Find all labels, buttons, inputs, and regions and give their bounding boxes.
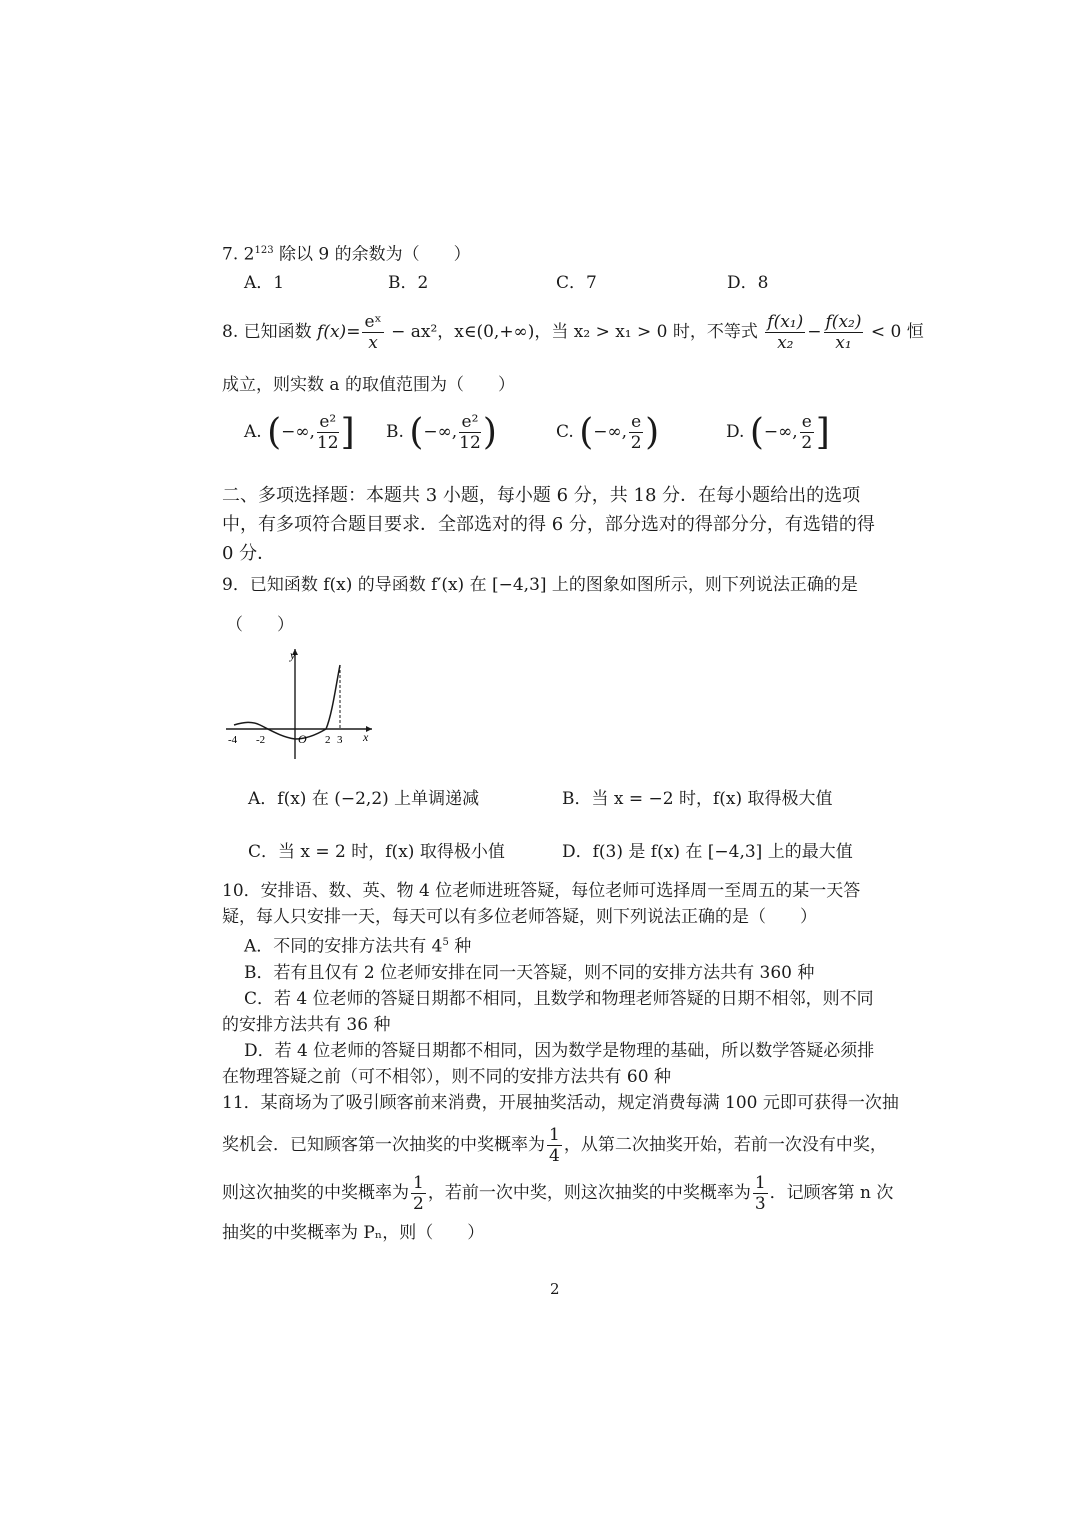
q7-base: 2 bbox=[243, 244, 255, 265]
tick-label-neg4: -4 bbox=[228, 734, 238, 746]
q8-fraction bbox=[362, 312, 383, 353]
tick-label-neg2: -2 bbox=[256, 734, 266, 746]
q10-a-pre: A．不同的安排方法共有 4 bbox=[244, 936, 443, 957]
question-10 bbox=[222, 878, 882, 1090]
q8-choice-c bbox=[556, 412, 659, 453]
q7-choice-a: A．1 bbox=[244, 273, 285, 293]
x-label: x bbox=[363, 730, 369, 744]
q8-c-open: ( bbox=[579, 412, 594, 453]
q11-line-4: 抽奖的中奖概率为 Pₙ，则（ ） bbox=[222, 1223, 485, 1243]
q11-f2-num: 1 bbox=[413, 1173, 424, 1193]
q8-b-num: e² bbox=[459, 412, 481, 433]
q8-frac-den: x bbox=[368, 333, 378, 353]
q8-b-frac bbox=[459, 412, 481, 453]
q9-choice-c: C．当 x = 2 时，f(x) 取得极小值 bbox=[248, 842, 505, 862]
q8-d-open: ( bbox=[749, 412, 764, 453]
q11-frac-1 bbox=[547, 1125, 562, 1166]
q8-line-2: 成立，则实数 a 的取值范围为（ ） bbox=[222, 375, 515, 395]
q8-d-label: D. bbox=[726, 422, 745, 442]
q8-c-label: C. bbox=[556, 422, 574, 442]
q7-exponent: 123 bbox=[254, 245, 274, 256]
q11-line3c: ．记顾客第 n 次 bbox=[769, 1183, 894, 1203]
q10-choice-b: B．若有且仅有 2 位老师安排在同一天答疑，则不同的安排方法共有 360 种 bbox=[244, 962, 815, 983]
q11-f3-den: 3 bbox=[754, 1194, 766, 1214]
q8-tail: − ax²，x∈(0,+∞)，当 x₂ > x₁ > 0 时，不等式 bbox=[391, 322, 758, 342]
q9-paren: （ ） bbox=[226, 615, 294, 635]
q11-line2a: 奖机会．已知顾客第一次抽奖的中奖概率为 bbox=[222, 1135, 545, 1155]
q11-line3b: ，若前一次中奖，则这次抽奖的中奖概率为 bbox=[427, 1183, 751, 1203]
q8-ineq-num2: f(x₂) bbox=[825, 312, 862, 332]
q9-choice-d: D．f(3) 是 f(x) 在 [−4,3] 上的最大值 bbox=[562, 842, 853, 862]
q10-a-exp: 5 bbox=[442, 937, 449, 948]
q8-d-left: −∞, bbox=[763, 422, 798, 442]
q8-a-den: 12 bbox=[316, 433, 339, 453]
q11-line-3 bbox=[222, 1170, 893, 1216]
q11-line-2 bbox=[222, 1122, 887, 1168]
q8-ineq-num1: f(x₁) bbox=[767, 312, 804, 332]
q7-choice-d: D．8 bbox=[727, 273, 769, 293]
q8-a-left: −∞, bbox=[281, 422, 315, 442]
q9-choice-b: B．当 x = −2 时，f(x) 取得极大值 bbox=[562, 789, 833, 809]
q10-choice-c-1: C．若 4 位老师的答疑日期都不相同，且数学和物理老师答疑的日期不相邻，则不同 bbox=[244, 988, 874, 1009]
origin-label: O bbox=[298, 732, 307, 746]
q8-number: 8. bbox=[222, 322, 239, 342]
q8-d-num: e bbox=[801, 412, 812, 432]
q10-stem-1: 10．安排语、数、英、物 4 位老师进班答疑，每位老师可选择周一至周五的某一天答 bbox=[222, 881, 861, 901]
q8-b-close: ) bbox=[482, 412, 497, 453]
q8-ineq-den2: x₁ bbox=[835, 333, 852, 353]
q11-frac-2 bbox=[411, 1173, 426, 1214]
q8-choice-b bbox=[386, 412, 497, 453]
q8-ineq-tail: < 0 恒 bbox=[870, 322, 924, 342]
q8-b-open: ( bbox=[409, 412, 424, 453]
q10-choice-c-2: 的安排方法共有 36 种 bbox=[222, 1014, 391, 1035]
q8-c-left: −∞, bbox=[593, 422, 628, 442]
q8-a-close: ] bbox=[340, 412, 355, 453]
tick-label-3: 3 bbox=[337, 734, 343, 746]
q8-ineq-den1: x₂ bbox=[777, 333, 794, 353]
q8-func: f(x)= bbox=[317, 322, 361, 342]
section-2-instructions: 二、多项选择题：本题共 3 小题，每小题 6 分，共 18 分．在每小题给出的选项中，有多项符合题目要求．全部选对的得 6 分，部分选对的得部分分，有选错的得 0 分． bbox=[222, 485, 875, 564]
y-label: y bbox=[290, 648, 296, 662]
q8-frac-num: eˣ bbox=[364, 312, 382, 332]
q10-choice-a bbox=[222, 930, 882, 960]
q8-a-open: ( bbox=[267, 412, 282, 453]
q8-c-num: e bbox=[631, 412, 642, 432]
q11-line-1: 11．某商场为了吸引顾客前来消费，开展抽奖活动，规定消费每满 100 元即可获得一次抽 bbox=[222, 1093, 899, 1113]
q11-f1-den: 4 bbox=[549, 1146, 560, 1166]
q8-c-close: ) bbox=[645, 412, 660, 453]
q8-b-den: 12 bbox=[459, 433, 481, 453]
q8-c-frac bbox=[629, 412, 643, 453]
q7-choice-c: C．7 bbox=[556, 273, 597, 293]
q10-choice-d-1: D．若 4 位老师的答疑日期都不相同，因为数学是物理的基础，所以数学答疑必须排 bbox=[244, 1040, 875, 1061]
page-number: 2 bbox=[550, 1280, 560, 1298]
q8-a-num: e² bbox=[317, 412, 339, 433]
q11-f3-num: 1 bbox=[754, 1173, 766, 1193]
derivative-curve bbox=[234, 665, 340, 739]
q11-line3a: 则这次抽奖的中奖概率为 bbox=[222, 1183, 409, 1203]
q9-derivative-graph bbox=[222, 645, 382, 765]
q11-line2b: ，从第二次抽奖开始，若前一次没有中奖， bbox=[563, 1135, 887, 1155]
q8-ineq-frac-2 bbox=[824, 312, 864, 353]
q7-text: 除以 9 的余数为（ ） bbox=[278, 244, 471, 265]
tick-label-2: 2 bbox=[325, 734, 331, 746]
q8-choice-d bbox=[726, 412, 830, 453]
q10-stem-2: 疑，每人只安排一天，每天可以有多位老师答疑，则下列说法正确的是（ ） bbox=[222, 907, 817, 927]
q11-f1-num: 1 bbox=[549, 1125, 560, 1145]
q7-number: 7. bbox=[222, 244, 239, 265]
q10-a-post: 种 bbox=[448, 936, 472, 957]
q10-choice-d-2: 在物理答疑之前（可不相邻），则不同的安排方法共有 60 种 bbox=[222, 1066, 671, 1087]
q8-a-label: A. bbox=[244, 422, 262, 442]
q11-frac-3 bbox=[753, 1173, 768, 1214]
q8-b-label: B. bbox=[386, 422, 404, 442]
q7-choice-b: B．2 bbox=[388, 273, 429, 293]
q8-d-den: 2 bbox=[801, 433, 813, 453]
question-8: 8. 已知函数 f(x)= $\frac{\text{eˣ}}{x}$ − ax²，x∈(0,+∞)，当 x₂ > x₁ > 0 时，不等式 $\frac{\text{f(x₁)}}{\text{x₂}}$ − $\frac{\text{f(x₂)}}{\text{x₁}}$ < 0 恒 bbox=[222, 312, 924, 353]
question-7 bbox=[222, 240, 471, 266]
q8-d-frac bbox=[800, 412, 814, 453]
q11-f2-den: 2 bbox=[413, 1194, 424, 1214]
q8-c-den: 2 bbox=[630, 433, 642, 453]
q9-choice-a: A．f(x) 在 (−2,2) 上单调递减 bbox=[248, 789, 480, 809]
q8-ineq-frac-1 bbox=[765, 312, 805, 353]
q8-choice-a bbox=[244, 412, 355, 453]
q8-b-left: −∞, bbox=[423, 422, 458, 442]
q8-d-close: ] bbox=[815, 412, 830, 453]
q9-line-1: 9．已知函数 f(x) 的导函数 f′(x) 在 [−4,3] 上的图象如图所示，则下列说法正确的是 bbox=[222, 575, 858, 595]
q8-a-frac bbox=[317, 412, 339, 453]
q8-text-a: 已知函数 bbox=[243, 322, 312, 342]
